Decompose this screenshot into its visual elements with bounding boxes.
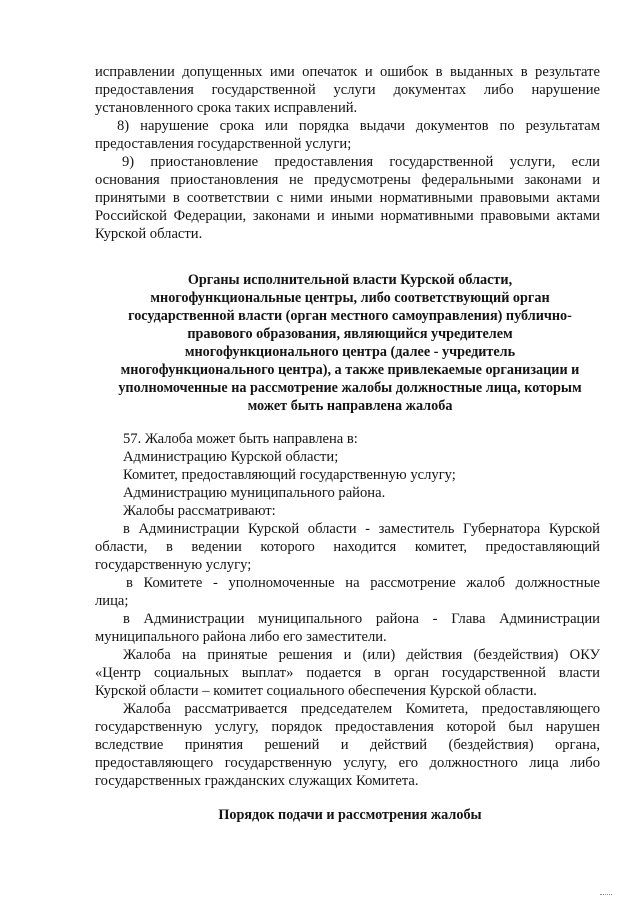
section-heading-line: уполномоченные на рассмотрение жалобы должностные лица, которым [118, 380, 582, 396]
scan-speck [600, 891, 612, 895]
text-line: Курской области. [95, 226, 203, 242]
text-line: Администрацию муниципального района. [123, 485, 386, 501]
text-line: вследствие принятия решений и действий (бездействия) органа, [95, 737, 600, 753]
section-heading-line: правового образования, являющийся учредителем [187, 326, 513, 342]
section-heading-line: многофункциональные центры, либо соответствующий орган [150, 290, 550, 306]
text-line: лица; [95, 593, 129, 609]
text-line: области, в ведении которого находится комитет, предоставляющий [95, 539, 600, 555]
text-line: Российской Федерации, законами и иными нормативными правовыми актами [95, 208, 600, 224]
text-line: исправлении допущенных ими опечаток и ошибок в выданных в результате [95, 64, 600, 80]
text-line: Жалоба на принятые решения и (или) действия (бездействия) ОКУ [123, 647, 600, 663]
text-line: государственную услугу; [95, 557, 252, 573]
text-line: Жалоба рассматривается председателем Комитета, предоставляющего [123, 701, 600, 717]
text-line: Комитет, предоставляющий государственную услугу; [123, 467, 456, 483]
section-heading-line: может быть направлена жалоба [247, 398, 453, 414]
section-heading: Порядок подачи и рассмотрения жалобы [218, 807, 482, 823]
text-line: государственных гражданских служащих Комитета. [95, 773, 419, 789]
text-line: в Администрации Курской области - заместитель Губернатора Курской [123, 521, 600, 537]
section-heading-line: государственной власти (орган местного самоуправления) публично- [128, 308, 572, 324]
section-heading-line: многофункционального центра), а также привлекаемые организации и [120, 362, 580, 378]
text-line: предоставления государственной услуги; [95, 136, 352, 152]
text-line: в Администрации муниципального района - Глава Администрации [123, 611, 600, 627]
text-line: 8) нарушение срока или порядка выдачи документов по результатам [117, 118, 600, 134]
text-line: принятыми в соответствии с ними иными нормативными правовыми актами [95, 190, 600, 206]
text-line: предоставления государственной услуги документах либо нарушение [95, 82, 600, 98]
text-line: Курской области – комитет социального обеспечения Курской области. [95, 683, 537, 699]
text-line: предоставляющего государственную услугу, его должностного лица либо [95, 755, 600, 771]
section-heading-line: многофункционального центра (далее - учредитель [184, 344, 516, 360]
section-heading-line: Органы исполнительной власти Курской области, [187, 272, 513, 288]
text-line: Жалобы рассматривают: [123, 503, 276, 519]
text-line: 9) приостановление предоставления государственной услуги, если [122, 154, 600, 170]
text-line: муниципального района либо его заместители. [95, 629, 387, 645]
text-line: основания приостановления не предусмотрены федеральными законами и [95, 172, 600, 188]
text-line: 57. Жалоба может быть направлена в: [123, 431, 358, 447]
text-line: в Комитете - уполномоченные на рассмотрение жалоб должностные [126, 575, 600, 591]
text-line: государственную услугу, порядок предоставления которой был нарушен [95, 719, 600, 735]
text-line: установленного срока таких исправлений. [95, 100, 358, 116]
text-line: Администрацию Курской области; [123, 449, 339, 465]
text-line: «Центр социальных выплат» подается в орган государственной власти [95, 665, 600, 681]
